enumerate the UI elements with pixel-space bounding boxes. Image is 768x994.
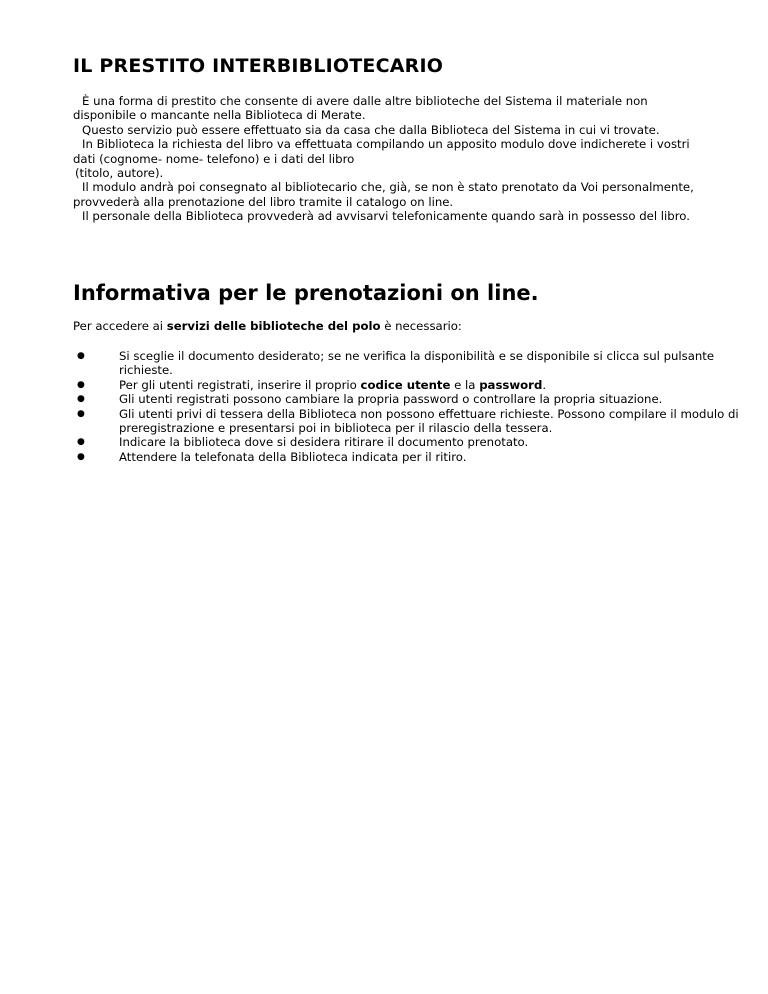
list-item	[77, 449, 743, 464]
bullet-icon: ●	[77, 451, 85, 462]
lead-text-after: è necessario:	[380, 319, 462, 333]
list-item-text: Gli utenti registrati possono cambiare la propria password o controllare la propria situazione.	[119, 392, 663, 407]
lead-sentence	[73, 319, 462, 333]
intro-paragraph: È una forma di prestito che consente di avere dalle altre biblioteche del Sistema il materiale non disponibile o mancante nella Biblioteca di Merate.	[73, 94, 648, 123]
page-title: IL PRESTITO INTERBIBLIOTECARIO	[73, 55, 444, 77]
list-item	[77, 349, 743, 378]
list-item	[77, 435, 743, 450]
section-heading: Informativa per le prenotazioni on line.	[73, 281, 539, 305]
list-item-bold: password	[479, 377, 543, 392]
steps-list	[73, 349, 743, 464]
bullet-icon: ●	[77, 379, 85, 390]
list-item-text: e la	[450, 377, 480, 392]
intro-paragraph: Il personale della Biblioteca provvederà ad avvisarvi telefonicamente quando sarà in possesso del libro.	[82, 209, 690, 224]
intro-paragraph: Il modulo andrà poi consegnato al bibliotecario che, già, se non è stato prenotato da Voi personalmente, provvederà alla prenotazione del libro tramite il catalogo on line.	[73, 180, 694, 209]
intro-paragraph: In Biblioteca la richiesta del libro va effettuata compilando un apposito modulo dove indicherete i vostri dati (cognome- nome- telefono) e i dati del libro	[73, 137, 690, 166]
bullet-icon: ●	[77, 351, 85, 361]
lead-text-before: Per accedere ai	[73, 319, 167, 333]
list-item-text: Gli utenti privi di tessera della Biblioteca non possono effettuare richieste. Possono compilare il modulo di preregistrazione e presentarsi poi in biblioteca per il rilascio della tessera.	[119, 406, 739, 436]
list-item	[77, 377, 743, 392]
lead-text-bold: servizi delle biblioteche del polo	[166, 319, 381, 333]
list-item-text: Si sceglie il documento desiderato; se ne verifica la disponibilità e se disponibile si clicca sul pulsante richieste.	[119, 349, 715, 378]
bullet-icon: ●	[77, 408, 85, 419]
bullet-icon: ●	[77, 437, 85, 448]
list-item	[77, 392, 743, 407]
list-item-text: Attendere la telefonata della Biblioteca indicata per il ritiro.	[119, 449, 467, 464]
list-item-text: Indicare la biblioteca dove si desidera ritirare il documento prenotato.	[119, 435, 529, 450]
intro-text	[73, 94, 713, 224]
list-item-bold: codice utente	[360, 377, 451, 392]
intro-paragraph: Questo servizio può essere effettuato sia da casa che dalla Biblioteca del Sistema in cui vi trovate.	[82, 122, 660, 137]
list-item-text: Per gli utenti registrati, inserire il proprio	[119, 377, 361, 392]
list-item-text: .	[542, 377, 547, 392]
intro-paragraph: (titolo, autore).	[75, 166, 164, 181]
list-item	[77, 406, 743, 436]
bullet-icon: ●	[77, 394, 85, 405]
